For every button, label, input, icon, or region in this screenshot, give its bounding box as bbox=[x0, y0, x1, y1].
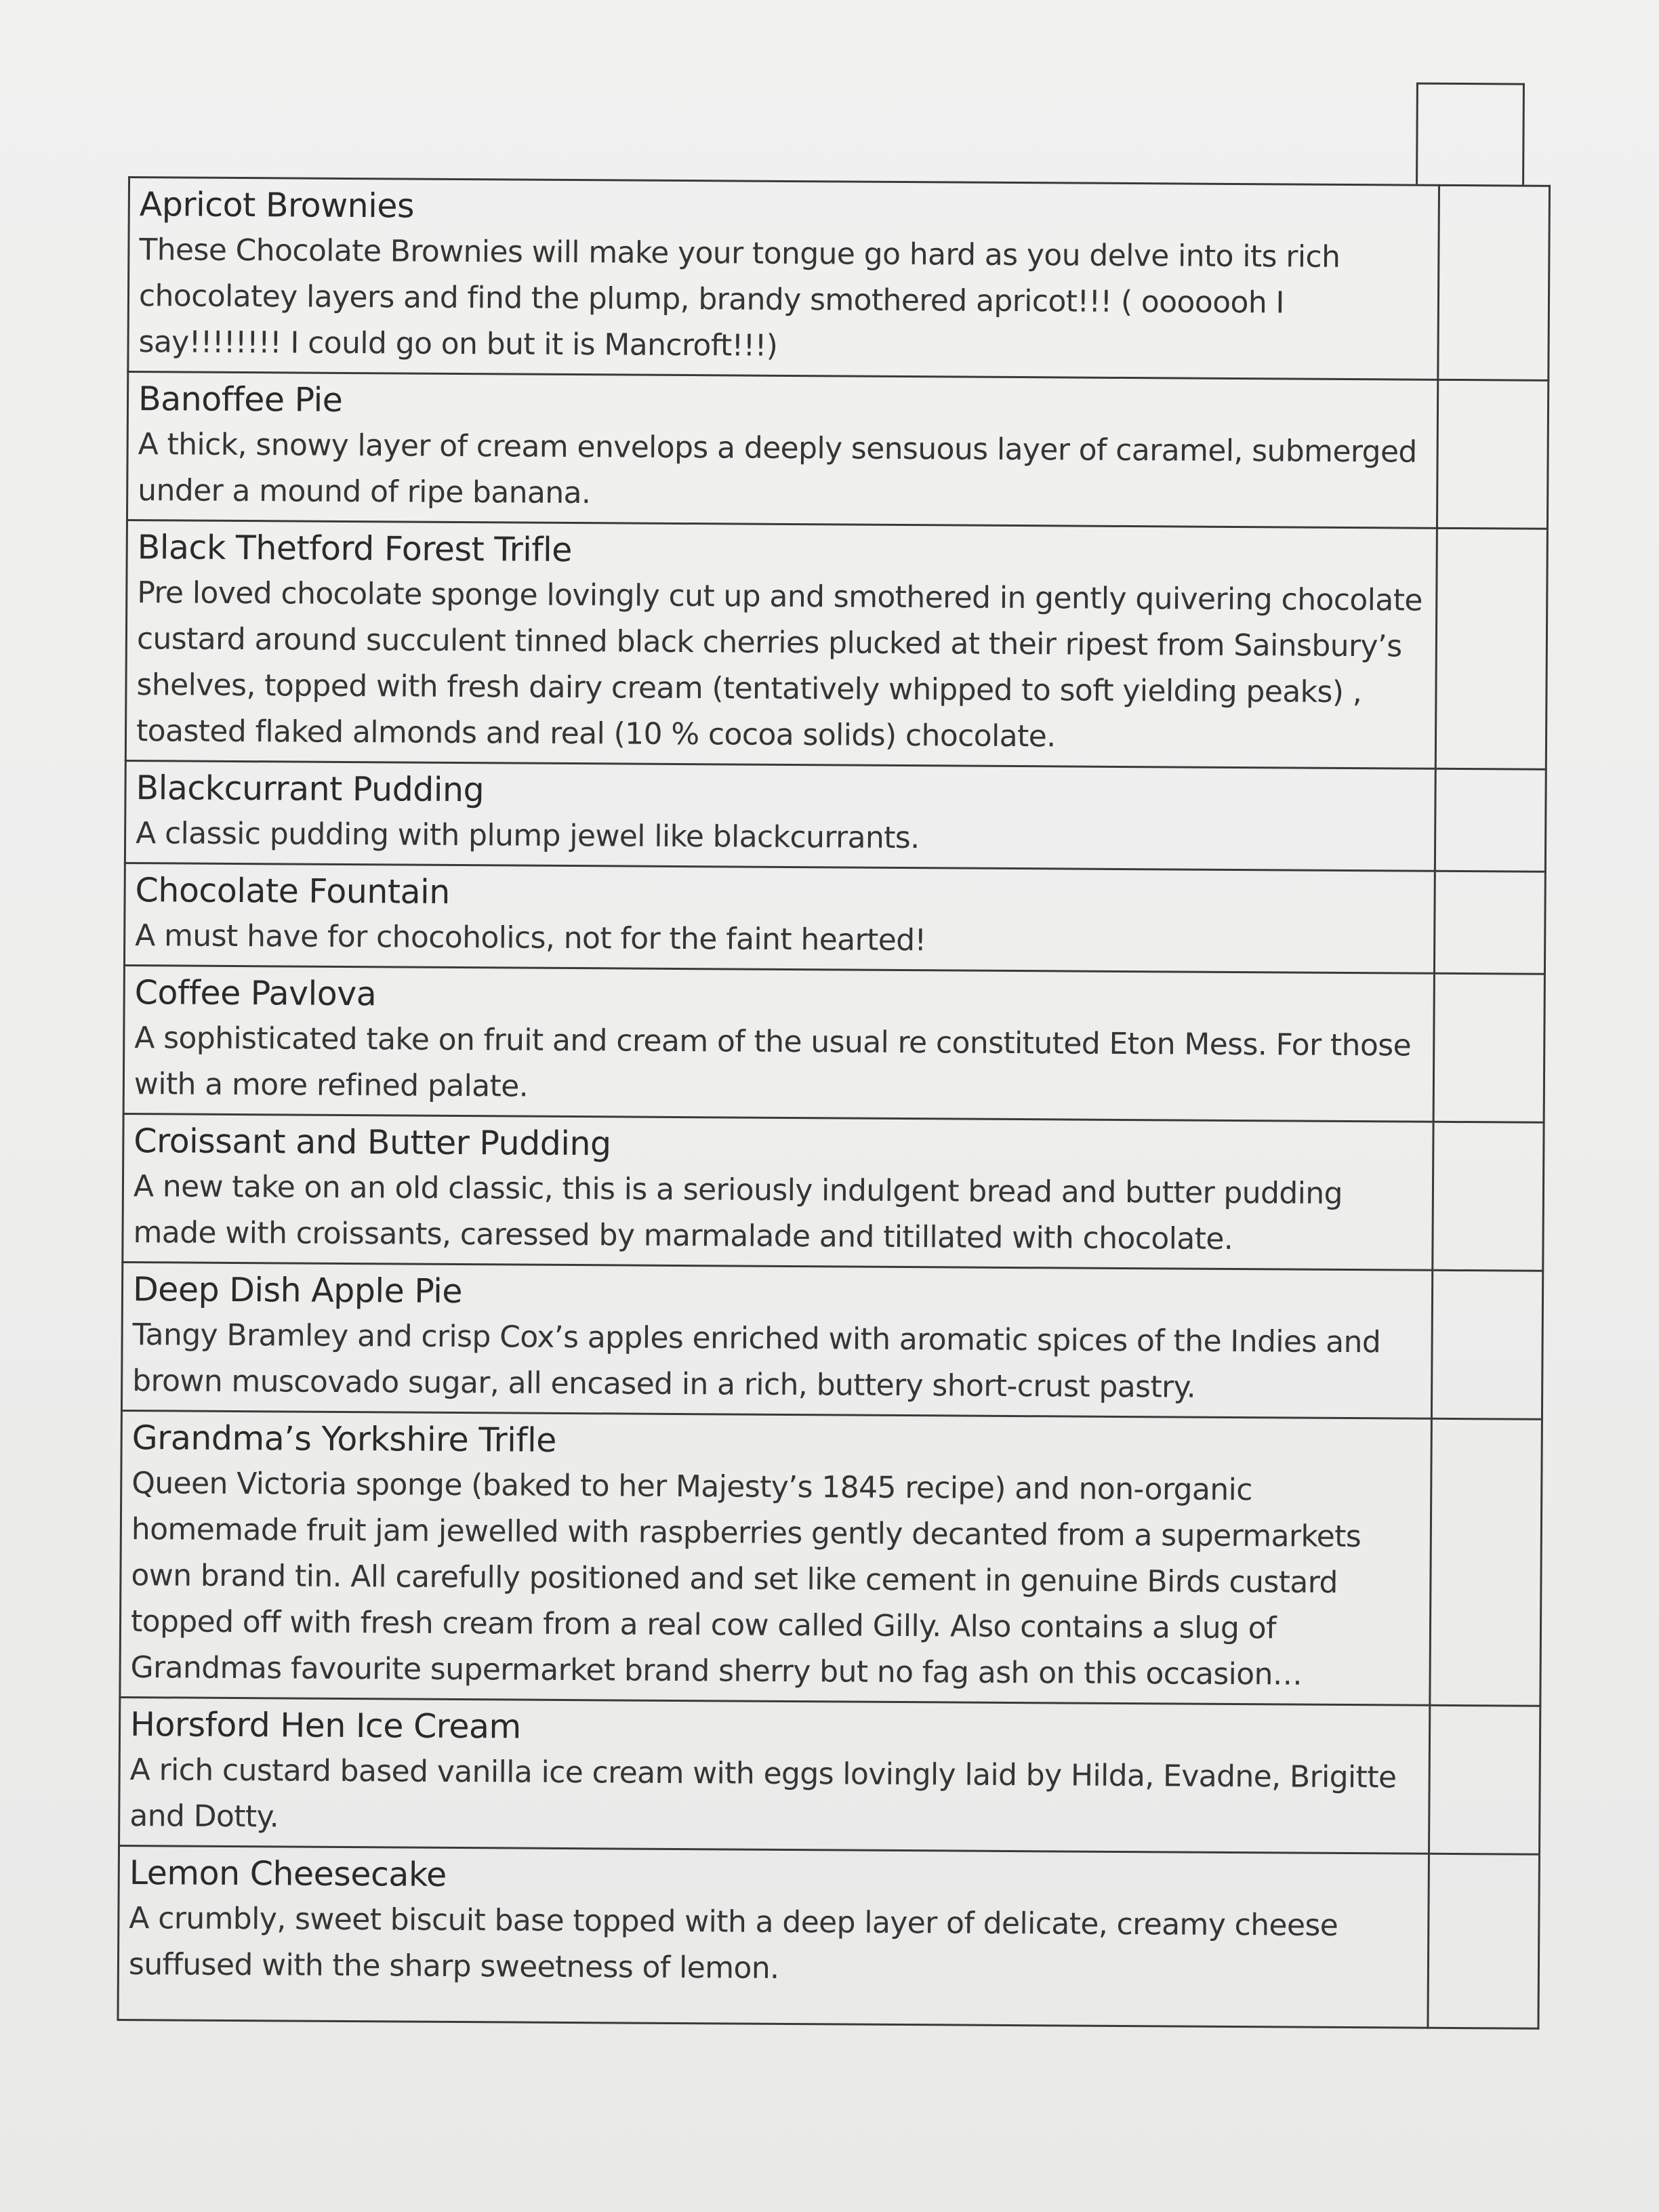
menu-item-name: Chocolate Fountain bbox=[135, 871, 451, 912]
menu-item-cell bbox=[119, 1697, 1430, 1853]
menu-item-description: A must have for chocoholics, not for the faint hearted! bbox=[135, 918, 926, 958]
menu-row bbox=[118, 1845, 1540, 2028]
tick-box-cell[interactable] bbox=[1430, 1418, 1542, 1706]
menu-item-name: Black Thetford Forest Trifle bbox=[137, 528, 573, 570]
menu-item-cell bbox=[127, 372, 1437, 529]
tick-box-cell[interactable] bbox=[1437, 380, 1548, 529]
menu-item-name: Blackcurrant Pudding bbox=[136, 769, 485, 810]
menu-item-description: A sophisticated take on fruit and cream of the usual re constituted Eton Mess. For those with a more refined palate. bbox=[134, 1021, 1412, 1104]
menu-item-name: Apricot Brownies bbox=[139, 185, 415, 226]
menu-item-cell bbox=[128, 178, 1439, 380]
menu-item-description: A crumbly, sweet biscuit base topped with a deep layer of delicate, creamy cheese suffused with the sharp sweetness of lemon. bbox=[128, 1901, 1338, 1986]
menu-item-name: Croissant and Butter Pudding bbox=[134, 1122, 611, 1164]
tick-box-cell[interactable] bbox=[1434, 871, 1545, 974]
tick-box-cell[interactable] bbox=[1428, 1853, 1540, 2028]
menu-item-description: Tangy Bramley and crisp Cox’s apples enriched with aromatic spices of the Indies and brown muscovado sugar, all encased in a rich, buttery short-crust pastry. bbox=[132, 1317, 1381, 1405]
menu-item-cell bbox=[124, 863, 1435, 973]
menu-item-description: Queen Victoria sponge (baked to her Majesty’s 1845 recipe) and non-organic homemade fruit jam jewelled with raspberries gently decanted from a supermarkets own brand tin. All carefully positioned and set like cement in genuine Birds custard topped off with fresh cream from a real cow called Gilly. Also contains a slug of Grandmas favourite supermarket brand sherry but no fag ash on this occasion… bbox=[130, 1466, 1361, 1692]
tick-box-cell[interactable] bbox=[1433, 973, 1544, 1122]
menu-sheet bbox=[116, 75, 1525, 2144]
menu-row bbox=[125, 520, 1547, 769]
menu-row bbox=[123, 1113, 1544, 1271]
menu-item-description: A thick, snowy layer of cream envelops a deeply sensuous layer of caramel, submerged under a mound of ripe banana. bbox=[138, 427, 1417, 511]
menu-item-name: Horsford Hen Ice Cream bbox=[129, 1705, 521, 1746]
menu-row bbox=[123, 965, 1544, 1122]
pudding-menu-table bbox=[117, 176, 1551, 2030]
menu-item-name: Banoffee Pie bbox=[138, 380, 343, 419]
menu-item-cell bbox=[125, 760, 1435, 871]
menu-item-name: Coffee Pavlova bbox=[134, 973, 377, 1014]
menu-row bbox=[124, 863, 1545, 974]
tick-box-cell[interactable] bbox=[1435, 528, 1547, 769]
menu-item-cell bbox=[123, 965, 1434, 1122]
menu-row bbox=[127, 372, 1548, 529]
tick-box-cell[interactable] bbox=[1438, 185, 1550, 380]
menu-item-description: Pre loved chocolate sponge lovingly cut up and smothered in gently quivering chocolate custard around succulent tinned black cherries plucked at their ripest from Sainsbury’s shelves, topped with fresh dairy cream (tentatively whipped to soft yielding peaks) , toasted flaked almonds and real (10 % cocoa solids) chocolate. bbox=[136, 575, 1422, 754]
menu-item-cell bbox=[125, 520, 1437, 769]
tick-box-cell[interactable] bbox=[1431, 1270, 1542, 1419]
menu-item-description: A rich custard based vanilla ice cream with eggs lovingly laid by Hilda, Evadne, Brigitte and Dotty. bbox=[129, 1753, 1397, 1835]
tick-box-cell[interactable] bbox=[1433, 1122, 1544, 1271]
menu-item-description: A classic pudding with plump jewel like blackcurrants. bbox=[136, 816, 920, 856]
menu-item-cell bbox=[120, 1410, 1432, 1705]
menu-item-cell bbox=[118, 1845, 1429, 2028]
menu-row bbox=[125, 760, 1546, 872]
menu-row bbox=[119, 1697, 1540, 1854]
menu-item-cell bbox=[121, 1262, 1432, 1418]
menu-item-name: Lemon Cheesecake bbox=[129, 1853, 447, 1894]
menu-row bbox=[128, 178, 1550, 381]
tick-column-header bbox=[1416, 83, 1525, 185]
menu-item-name: Grandma’s Yorkshire Trifle bbox=[131, 1418, 557, 1460]
menu-row bbox=[120, 1410, 1542, 1706]
menu-item-name: Deep Dish Apple Pie bbox=[132, 1270, 463, 1311]
menu-item-description: These Chocolate Brownies will make your tongue go hard as you delve into its rich chocolatey layers and find the plump, brandy smothered apricot!!! ( ooooooh I say!!!!!!!! I could go on but it is Mancroft!!!) bbox=[138, 232, 1340, 363]
menu-table-body bbox=[118, 178, 1550, 2029]
tick-box-cell[interactable] bbox=[1435, 769, 1546, 872]
menu-row bbox=[121, 1262, 1542, 1419]
menu-item-cell bbox=[123, 1113, 1433, 1270]
tick-box-cell[interactable] bbox=[1429, 1705, 1540, 1854]
menu-item-description: A new take on an old classic, this is a seriously indulgent bread and butter pudding made with croissants, caressed by marmalade and titillated with chocolate. bbox=[133, 1169, 1343, 1256]
